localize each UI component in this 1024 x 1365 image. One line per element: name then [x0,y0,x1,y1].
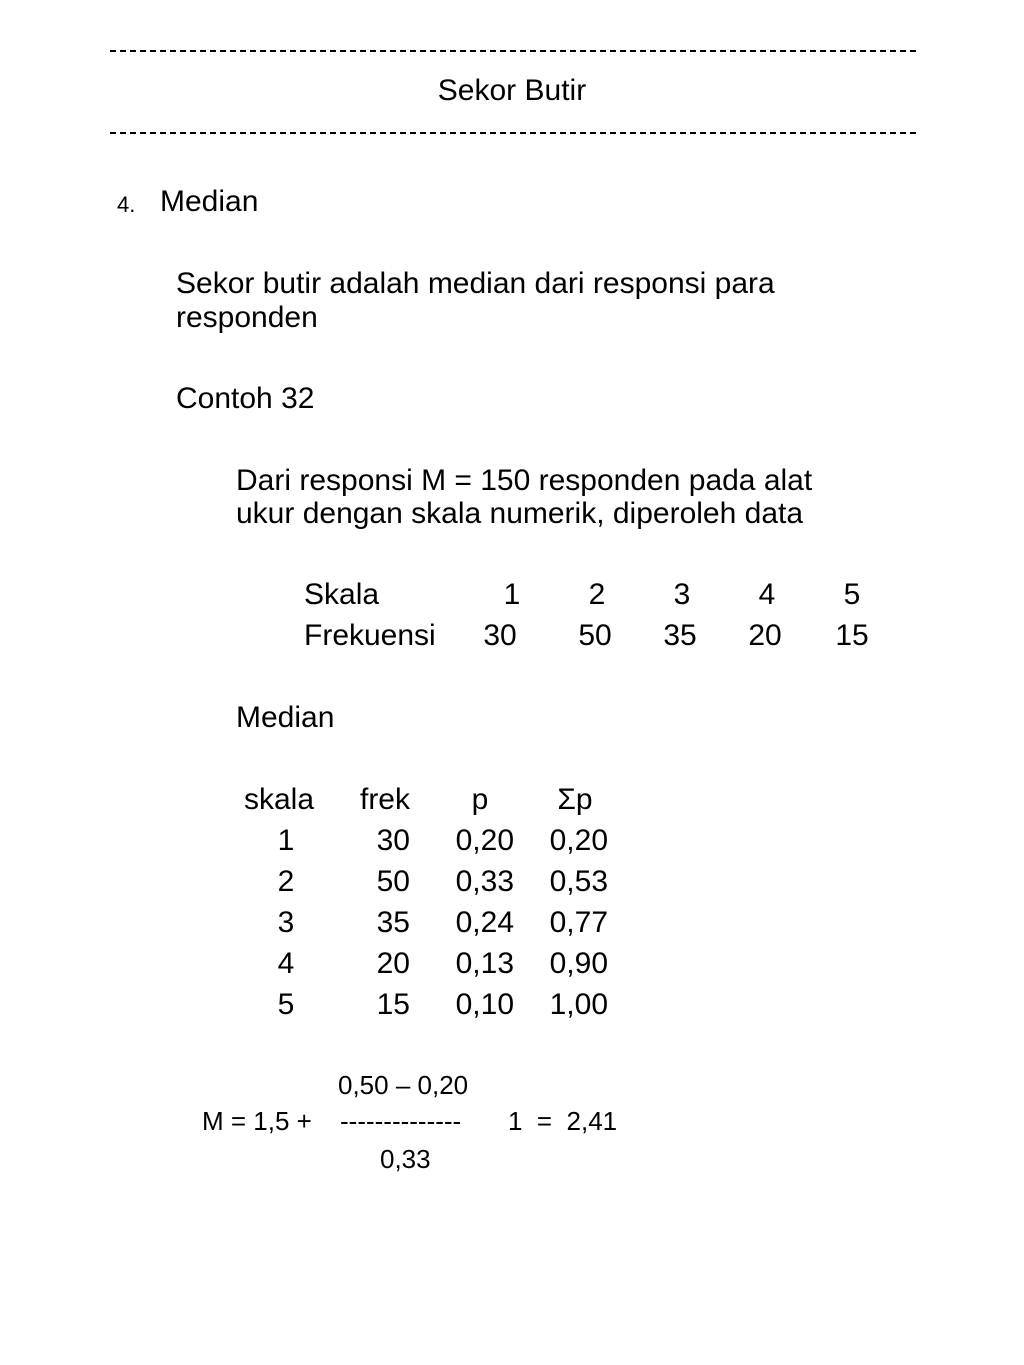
table-cell: 4 [277,947,295,980]
scale-row-label: Skala [304,578,380,611]
table-cell: 30 [376,824,410,857]
scale-value: 4 [758,578,776,611]
table-cell: 20 [376,947,410,980]
frequency-value: 35 [663,619,697,652]
table-cell: 1,00 [549,988,608,1021]
formula-rhs: 1 = 2,41 [508,1106,618,1136]
description-line-1: Sekor butir adalah median dari responsi para [176,267,775,300]
top-dashed-rule [110,50,916,52]
scale-value: 3 [673,578,691,611]
frequency-row-label: Frekuensi [304,619,436,652]
frequency-value: 50 [578,619,612,652]
table-cell: 0,24 [455,906,514,939]
formula-fraction-bar: -------------- [340,1106,462,1136]
table-cell: 0,33 [455,865,514,898]
column-header: Σp [557,783,593,816]
table-cell: 3 [277,906,295,939]
formula-numerator: 0,50 – 0,20 [338,1070,469,1100]
table-cell: 0,53 [549,865,608,898]
table-cell: 35 [376,906,410,939]
frequency-value: 20 [748,619,782,652]
example-title: Contoh 32 [176,382,315,415]
bottom-dashed-rule [110,132,916,134]
example-text-line-2: ukur dengan skala numerik, diperoleh data [236,497,804,530]
table-cell: 0,20 [549,824,608,857]
formula-lhs: M = 1,5 + [202,1106,312,1136]
column-header: p [471,783,489,816]
table-cell: 2 [277,865,295,898]
scale-value: 2 [588,578,606,611]
scale-value: 1 [503,578,521,611]
section-number: 4. [117,192,136,217]
column-header: skala [243,783,315,816]
frequency-value: 15 [835,619,869,652]
table-cell: 0,20 [455,824,514,857]
description-line-2: responden [176,301,318,334]
page-title: Sekor Butir [437,74,587,107]
frequency-value: 30 [483,619,517,652]
median-label: Median [236,701,335,734]
table-cell: 0,90 [549,947,608,980]
table-cell: 1 [277,824,295,857]
example-text-line-1: Dari responsi M = 150 responden pada alat [236,464,813,497]
column-header: frek [359,783,410,816]
table-cell: 0,13 [455,947,514,980]
table-cell: 5 [277,988,295,1021]
table-cell: 15 [376,988,410,1021]
table-cell: 0,77 [549,906,608,939]
scale-value: 5 [843,578,861,611]
section-title: Median [160,185,259,218]
formula-denominator: 0,33 [380,1144,431,1174]
table-cell: 0,10 [455,988,514,1021]
table-cell: 50 [376,865,410,898]
